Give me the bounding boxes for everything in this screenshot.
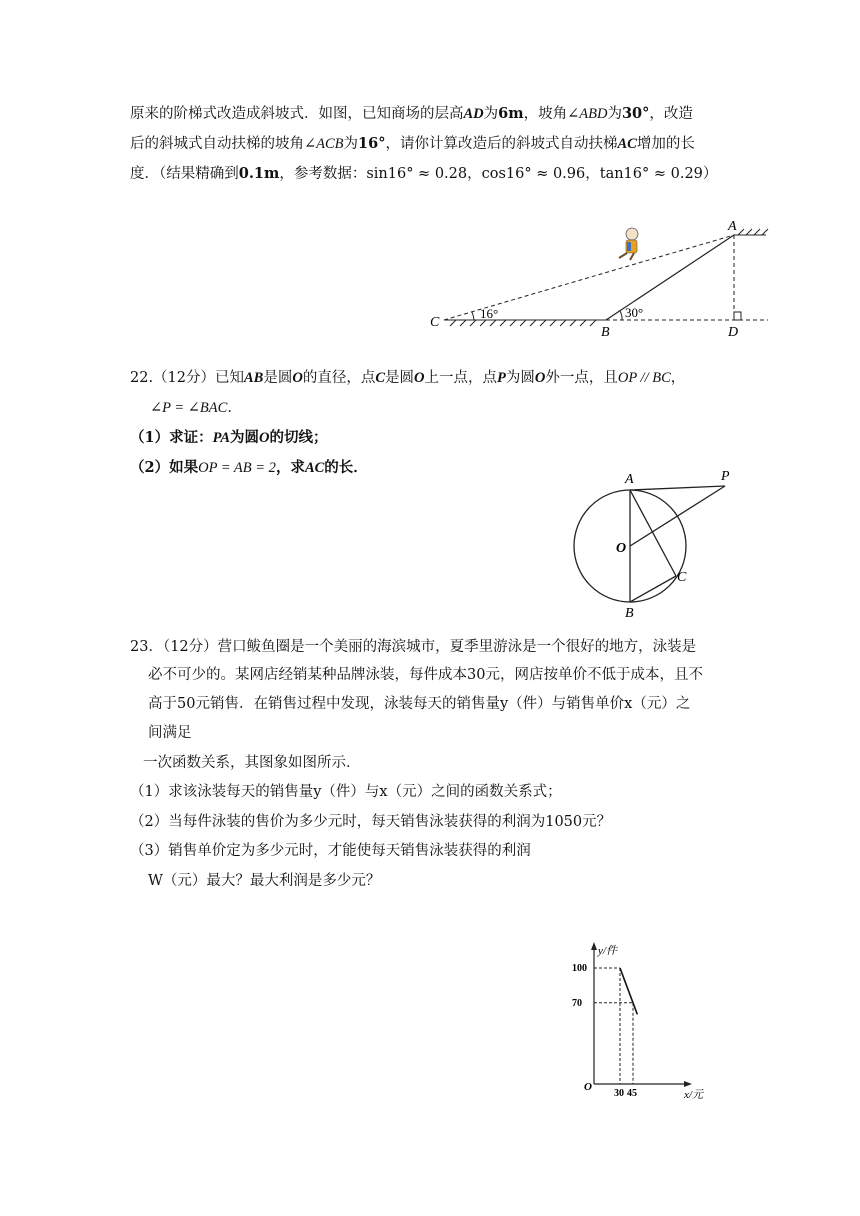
- q21-l3-precision: 0.1m: [238, 165, 280, 182]
- segment-bc: [630, 576, 676, 602]
- label-a: A: [625, 472, 634, 487]
- label-c: C: [430, 315, 440, 330]
- q22-l2-angle-eq: ∠P = ∠BAC: [150, 400, 228, 416]
- q22-p1-text-3: 的切线；: [269, 429, 328, 446]
- q21-l2-angle-acb: ∠ACB: [304, 136, 344, 152]
- q21-l1-angle-value: 30°: [621, 105, 650, 122]
- q21-l1-text-1: 原来的阶梯式改造成斜坡式．如图，已知商场的层高: [130, 106, 464, 122]
- label-a: A: [728, 219, 737, 234]
- q22-l1-var-o1: O: [292, 370, 303, 386]
- chart-marks: [572, 963, 637, 1099]
- q21-l1-text-5: ，改造: [649, 106, 693, 122]
- q21-l2-angle-value: 16°: [358, 135, 386, 152]
- q22-text-line-1: [130, 368, 685, 388]
- circle-figure: [565, 468, 745, 618]
- q21-l1-angle-abd: ∠ABD: [567, 106, 608, 122]
- person-icon: [619, 228, 638, 260]
- q23-line-1: 23．（12分）营口鲅鱼圈是一个美丽的海滨城市，夏季里游泳是一个很好的地方，泳装是: [130, 639, 697, 655]
- right-angle-mark: [734, 312, 741, 320]
- y-tick-label-70: 70: [572, 997, 582, 1009]
- angle-label-b: 30°: [625, 305, 644, 320]
- label-p: P: [721, 469, 730, 484]
- q22-l1-parallel: OP // BC: [617, 370, 671, 386]
- q23-line-8: （3）销售单价定为多少元时，才能使每天销售泳装获得的利润: [130, 843, 531, 859]
- label-d: D: [728, 325, 739, 340]
- chart-axes: [584, 942, 704, 1101]
- q22-l1-text-1: 22.（12分）已知: [130, 370, 245, 386]
- q21-l1-text-4: 为: [607, 106, 622, 122]
- q22-part-1: [130, 428, 328, 448]
- label-o: O: [616, 541, 627, 556]
- origin-label: O: [584, 1081, 592, 1093]
- q22-l1-var-c: C: [375, 370, 386, 386]
- angle-arc-b: [620, 311, 622, 320]
- q22-p2-var-ac: AC: [304, 460, 325, 476]
- q22-p1-var-pa: PA: [212, 430, 231, 446]
- q22-p1-var-o: O: [259, 430, 270, 446]
- q22-l1-text-6: 为圆: [505, 370, 535, 386]
- q21-l3-text-1: 度．（结果精确到: [130, 166, 239, 182]
- y-axis-arrow: [591, 942, 597, 950]
- q22-part-2: [130, 458, 368, 478]
- q21-l2-text-4: 增加的长: [636, 136, 695, 152]
- label-b: B: [625, 606, 634, 618]
- q21-l1-text-3: ，坡角: [523, 106, 568, 122]
- label-c: C: [677, 570, 687, 585]
- q22-p2-text-1: （2）如果: [130, 459, 199, 476]
- q21-l1-var-ad: AD: [463, 106, 484, 122]
- q22-l1-var-p: P: [497, 370, 506, 386]
- x-axis-label: x/元: [684, 1089, 703, 1101]
- q21-l3-text-2: ，参考数据：sin16° ≈ 0.28，cos16° ≈ 0.96，tan16° ≈ 0.29）: [279, 166, 718, 182]
- series-line: [620, 968, 637, 1014]
- q23-line-3: 高于50元销售．在销售过程中发现，泳装每天的销售量y（件）与销售单价x（元）之: [148, 696, 691, 712]
- ground-hatch: [444, 320, 606, 326]
- escalator-figure: [420, 212, 780, 342]
- q22-p2-equation: OP = AB = 2: [198, 460, 276, 476]
- q22-p1-text-1: （1）求证：: [130, 429, 213, 446]
- q23-line-4: 间满足: [148, 725, 192, 741]
- sales-chart: [566, 938, 716, 1108]
- q22-l1-var-o2: O: [414, 370, 425, 386]
- label-b: B: [601, 325, 610, 340]
- q21-l2-text-3: ，请你计算改造后的斜坡式自动扶梯: [385, 136, 618, 152]
- q22-l1-var-o3: O: [534, 370, 546, 386]
- q23-line-9: W（元）最大？最大利润是多少元？: [148, 873, 381, 889]
- q22-l1-var-ab: AB: [244, 370, 264, 386]
- angle-label-c: 16°: [480, 306, 499, 321]
- segment-ap: [630, 486, 725, 490]
- q23-line-6: （1）求该泳装每天的销售量y（件）与x（元）之间的函数关系式；: [130, 784, 562, 800]
- x-tick-label-30: 30: [614, 1088, 624, 1099]
- q22-text-line-2: [150, 398, 242, 418]
- q22-l1-text-5: 上一点，点: [424, 370, 497, 386]
- y-axis-label: y/件: [598, 945, 617, 957]
- q21-l2-text-2: 为: [343, 136, 359, 152]
- q21-text-line-3: [130, 164, 717, 184]
- q22-l2-text-1: ．: [227, 400, 242, 416]
- q22-l1-text-8: ，: [670, 370, 686, 386]
- q23-line-5: 一次函数关系，其图象如图所示．: [143, 755, 361, 771]
- q22-l1-text-4: 是圆: [385, 370, 415, 386]
- y-tick-label-100: 100: [572, 963, 587, 974]
- q23-line-2: 必不可少的。某网店经销某种品牌泳装，每件成本30元，网店按单价不低于成本，且不: [148, 667, 703, 683]
- q22-p2-text-3: 的长．: [324, 459, 368, 476]
- q22-p1-text-2: 为圆: [230, 429, 260, 446]
- segment-ac: [630, 490, 676, 576]
- q22-l1-text-3: 的直径，点: [302, 370, 376, 386]
- q21-text-line-1: [130, 104, 693, 124]
- q21-l2-text-1: 后的斜城式自动扶梯的坡角: [130, 136, 304, 152]
- x-tick-label-45: 45: [627, 1088, 637, 1099]
- x-axis-arrow: [684, 1081, 692, 1087]
- q21-l2-var-ac: AC: [617, 136, 637, 152]
- q21-l1-height: 6m: [498, 105, 524, 122]
- upper-floor-hatch: [734, 229, 768, 235]
- q21-l1-text-2: 为: [483, 106, 499, 122]
- angle-arc-c: [472, 312, 474, 320]
- q22-l1-text-2: 是圆: [263, 370, 293, 386]
- q23-line-7: （2）当每件泳装的售价为多少元时，每天销售泳装获得的利润为1050元？: [130, 814, 612, 830]
- q22-p2-text-2: ，求: [275, 459, 305, 476]
- q22-l1-text-7: 外一点，且: [545, 370, 618, 386]
- q21-text-line-2: [130, 134, 695, 154]
